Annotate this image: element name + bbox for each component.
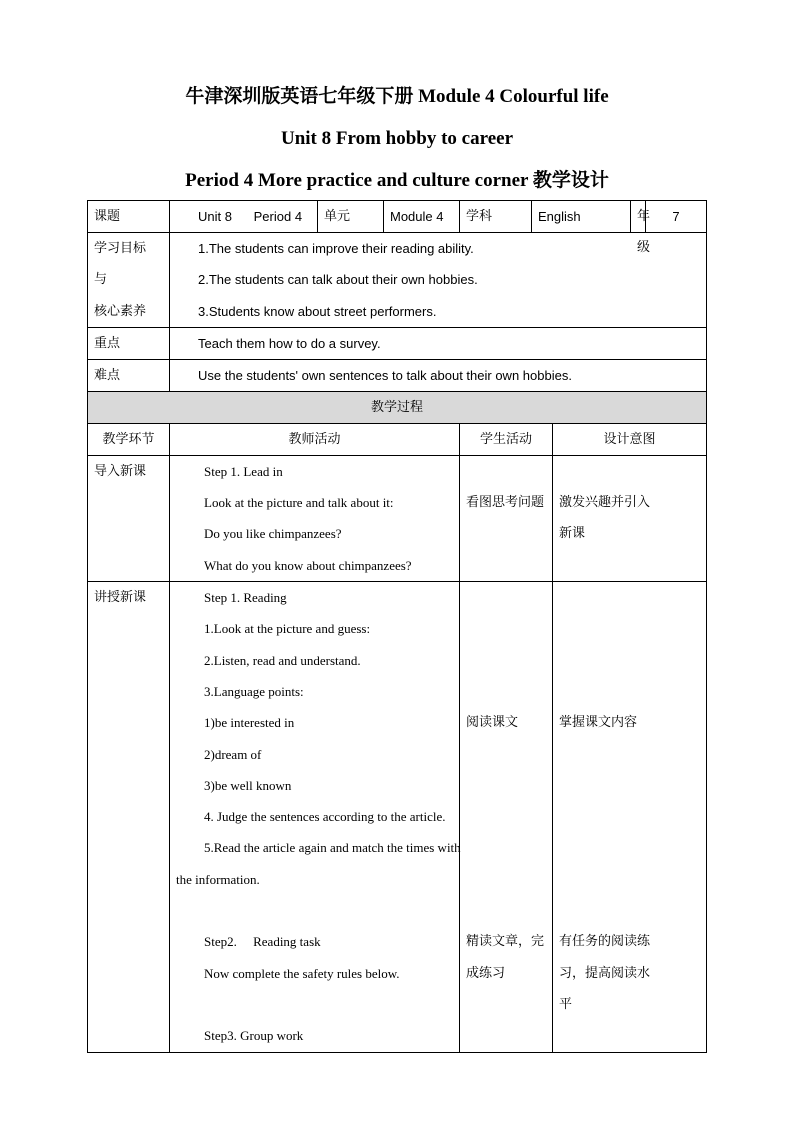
title-line-2: Unit 8 From hobby to career <box>280 128 514 149</box>
teacher-step-line <box>176 895 453 926</box>
objectives-label-cell: 学习目标 与 核心素养 <box>88 233 170 328</box>
key-point-label-cell: 重点 <box>88 327 170 359</box>
key-point-value-cell: Teach them how to do a survey. <box>170 327 707 359</box>
teacher-step-line: 2)dream of <box>204 746 262 762</box>
teacher-step-line: the information. <box>176 871 260 887</box>
header-intent: 设计意图 <box>552 423 706 455</box>
teacher-step-line: Now complete the safety rules below. <box>204 965 400 981</box>
grade-label-cell: 年级 <box>630 201 645 233</box>
title-line-3: Period 4 More practice and culture corner 教学设计 <box>185 170 609 191</box>
teacher-step-line: 5.Read the article again and match the times with <box>204 840 461 856</box>
teacher-step-line: What do you know about chimpanzees? <box>204 557 412 573</box>
teacher-step-line: Step 1. Lead in <box>204 463 283 479</box>
new-lesson-row <box>88 582 707 1052</box>
header-stage: 教学环节 <box>88 423 170 455</box>
teacher-step-line: 3)be well known <box>204 777 292 793</box>
grade-value-cell: 7 <box>645 201 706 233</box>
new-teacher-cell <box>170 582 460 1052</box>
key-point-row <box>88 327 707 359</box>
objectives-content-cell <box>170 233 707 328</box>
difficulty-row <box>88 359 707 391</box>
subject-label-cell: 学科 <box>460 201 532 233</box>
intro-row <box>88 455 707 581</box>
teacher-step-line: 1.Look at the picture and guess: <box>204 621 371 637</box>
difficulty-label-cell: 难点 <box>88 359 170 391</box>
info-row <box>88 201 707 233</box>
intro-intent-cell: 激发兴趣并引入 新课 <box>552 455 706 581</box>
intro-stage-cell: 导入新课 <box>88 455 170 581</box>
header-teacher: 教师活动 <box>170 423 460 455</box>
subject-value-cell: English <box>532 201 631 233</box>
teacher-step-line: 4. Judge the sentences according to the article. <box>204 809 446 825</box>
teacher-step-line: Do you like chimpanzees? <box>204 526 342 542</box>
new-intent-cell: 掌握课文内容 有任务的阅读练 习，提高阅读水 平 <box>552 582 706 1052</box>
teacher-step-line: Step 1. Reading <box>204 590 287 606</box>
objective-item: 3.Students know about street performers. <box>198 303 437 319</box>
teacher-step-line: Look at the picture and talk about it: <box>204 495 394 511</box>
intro-student-cell: 看图思考问题 <box>460 455 553 581</box>
difficulty-value-cell: Use the students' own sentences to talk about their own hobbies. <box>170 359 707 391</box>
process-title-cell: 教学过程 <box>88 391 707 423</box>
header-student: 学生活动 <box>460 423 553 455</box>
intro-teacher-cell <box>170 455 460 581</box>
title-line-1: 牛津深圳版英语七年级下册 Module 4 Colourful life <box>185 86 609 107</box>
teacher-step-line: 3.Language points: <box>204 683 304 699</box>
new-stage-cell: 讲授新课 <box>88 582 170 1052</box>
teacher-step-line: Step3. Group work <box>204 1028 304 1044</box>
objectives-row <box>88 233 707 328</box>
teacher-step-line: 1)be interested in <box>204 715 295 731</box>
objective-item: 1.The students can improve their reading ability. <box>198 241 474 256</box>
objective-item: 2.The students can talk about their own hobbies. <box>198 272 478 288</box>
unit-value-cell: Module 4 <box>384 201 460 233</box>
process-header-row <box>88 423 707 455</box>
teacher-step-line <box>176 989 453 1020</box>
unit-label-cell: 单元 <box>318 201 384 233</box>
topic-label-cell: 课题 <box>88 201 170 233</box>
document-title <box>0 80 794 206</box>
topic-value-cell: Unit 8 Period 4 <box>170 201 318 233</box>
lesson-plan-table <box>87 200 707 1053</box>
teacher-step-line: 2.Listen, read and understand. <box>204 652 361 668</box>
teacher-step-line: Step2. Reading task <box>204 934 321 950</box>
process-title-row <box>88 391 707 423</box>
new-student-cell: 阅读课文 精读文章，完 成练习 <box>460 582 553 1052</box>
